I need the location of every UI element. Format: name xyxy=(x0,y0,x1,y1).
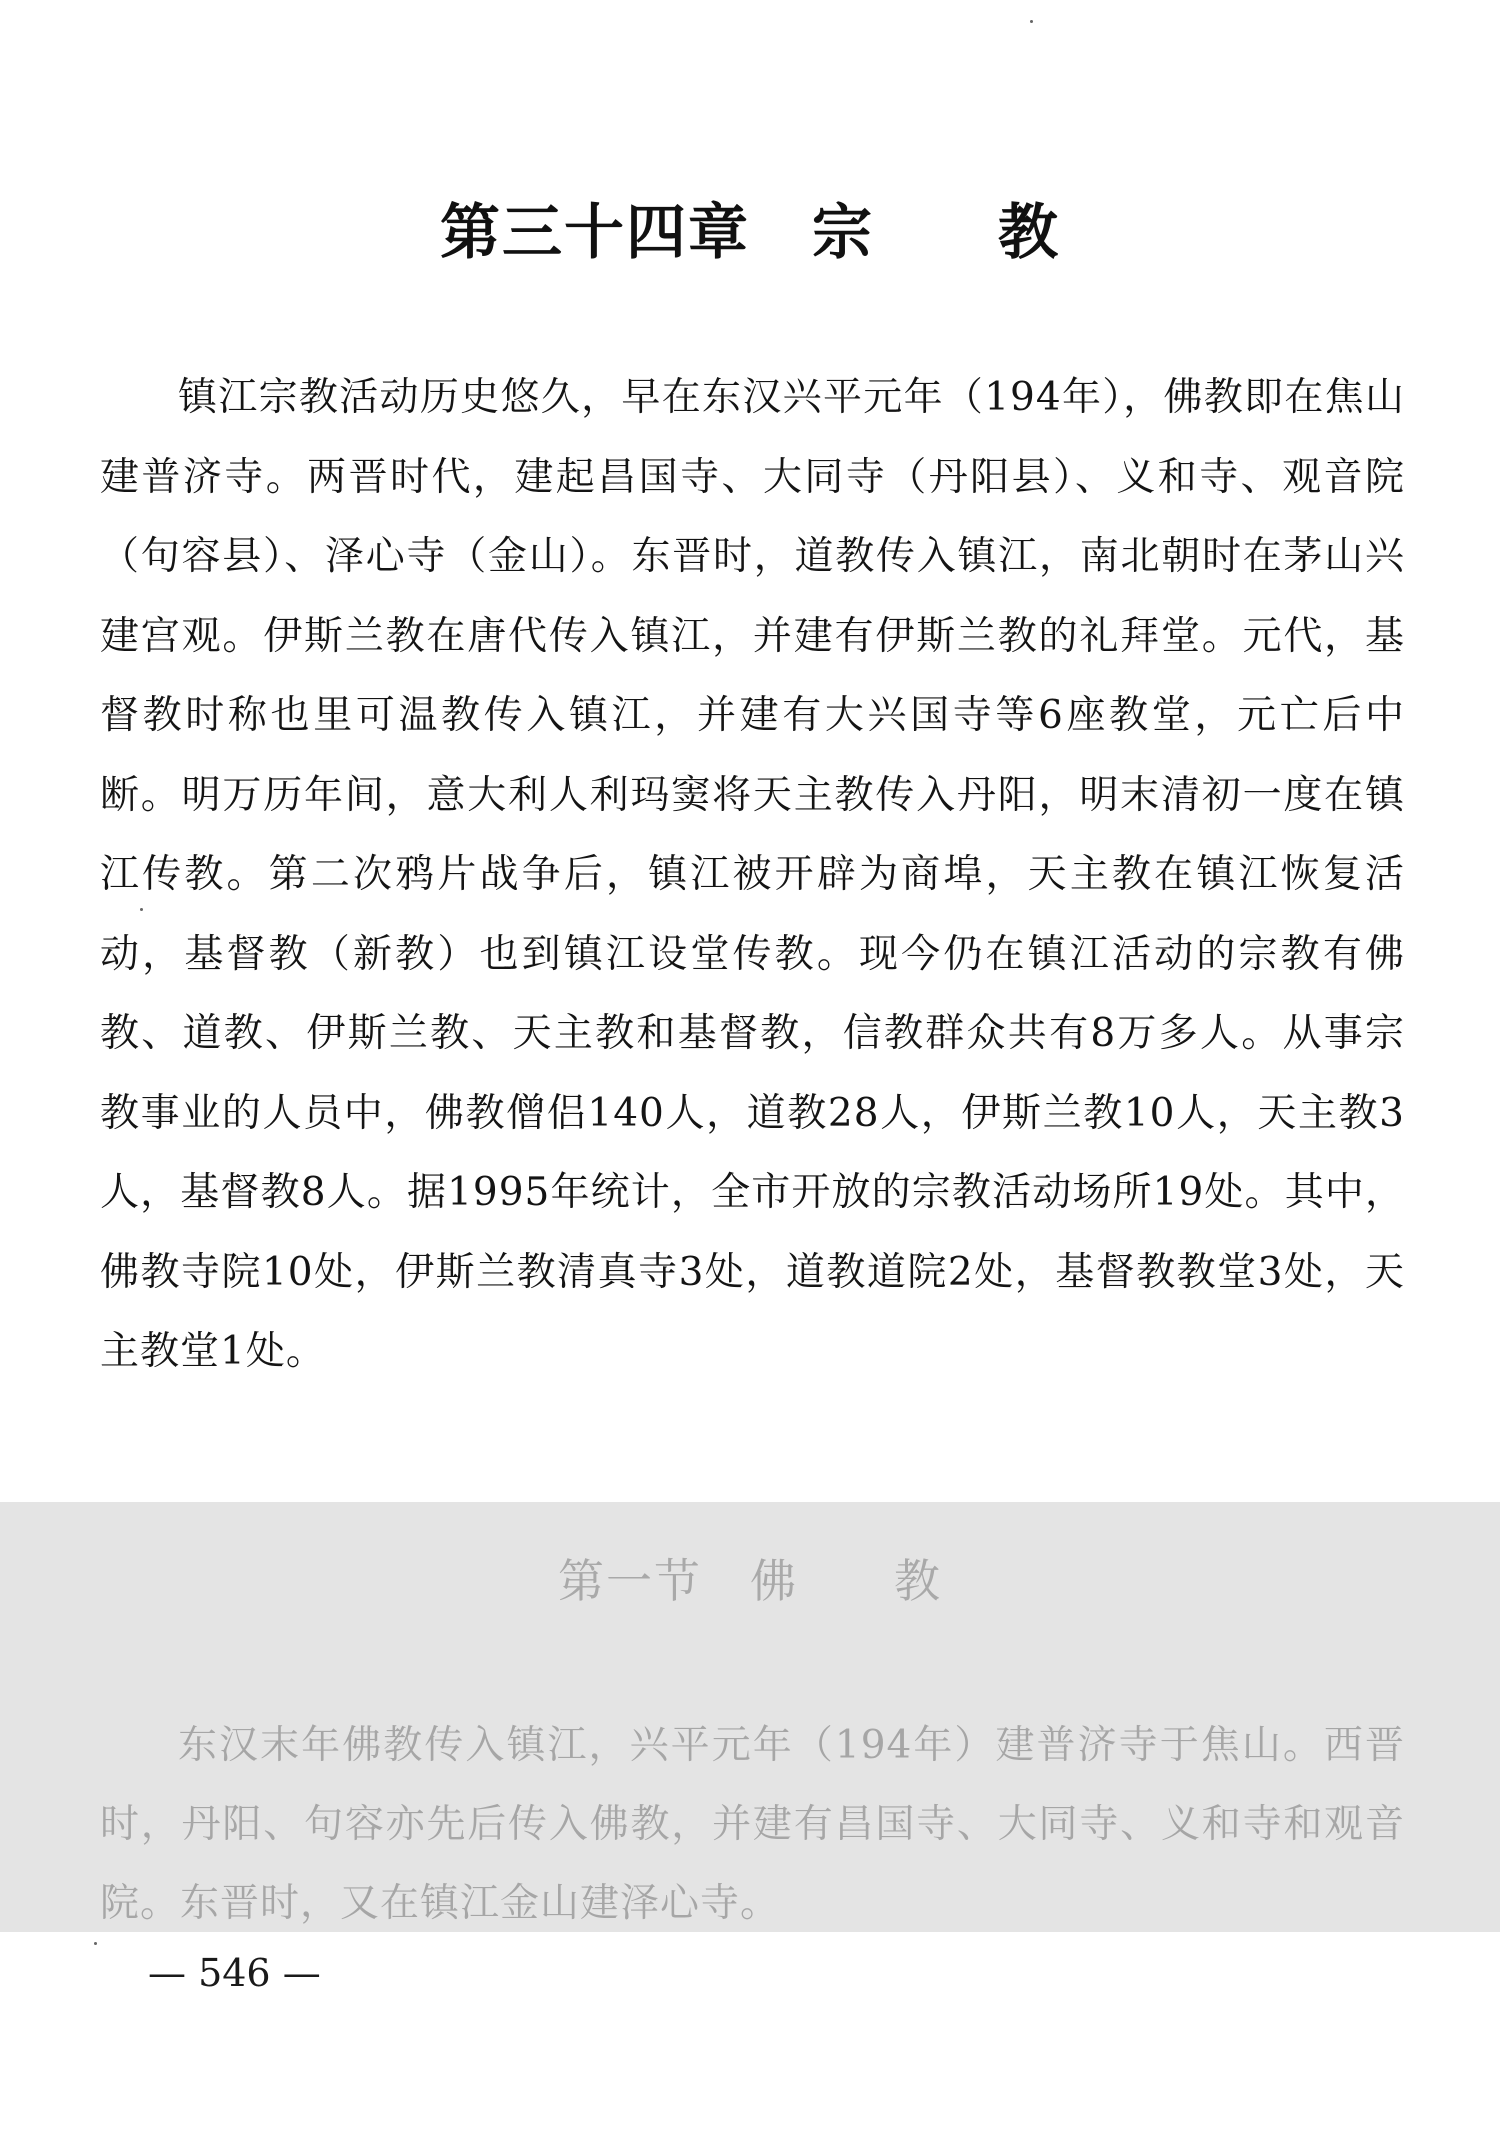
intro-text-block xyxy=(100,358,1405,1392)
section-paragraph: 东汉末年佛教传入镇江，兴平元年（194年）建普济寺于焦山。西晋时，丹阳、句容亦先后传入佛教，并建有昌国寺、大同寺、义和寺和观音院。东晋时，又在镇江金山建泽心寺。 xyxy=(100,1723,1405,1926)
scan-speck xyxy=(140,908,143,911)
section-title: 第一节 佛 教 xyxy=(558,1554,942,1608)
section-text-block xyxy=(100,1706,1405,1943)
chapter-title: 第三十四章 宗 教 xyxy=(440,198,1060,268)
scan-speck xyxy=(1030,20,1033,23)
intro-paragraph: 镇江宗教活动历史悠久，早在东汉兴平元年（194年），佛教即在焦山建普济寺。两晋时代，建起昌国寺、大同寺（丹阳县）、义和寺、观音院（句容县）、泽心寺（金山）。东晋时，道教传入镇江，南北朝时在茅山兴建宫观。伊斯兰教在唐代传入镇江，并建有伊斯兰教的礼拜堂。元代，基督教时称也里可温教传入镇江，并建有大兴国寺等6座教堂，元亡后中断。明万历年间，意大利人利玛窦将天主教传入丹阳，明末清初一度在镇江传教。第二次鸦片战争后，镇江被开辟为商埠，天主教在镇江恢复活动，基督教（新教）也到镇江设堂传教。现今仍在镇江活动的宗教有佛教、道教、伊斯兰教、天主教和基督教，信教群众共有8万多人。从事宗教事业的人员中，佛教僧侣140人，道教28人，伊斯兰教10人，天主教3人，基督教8人。据1995年统计，全市开放的宗教活动场所19处。其中，佛教寺院10处，伊斯兰教清真寺3处，道教道院2处，基督教教堂3处，天主教堂1处。 xyxy=(100,375,1405,1374)
page-number: — 546 — xyxy=(148,1951,321,1995)
scan-speck xyxy=(94,1942,97,1945)
